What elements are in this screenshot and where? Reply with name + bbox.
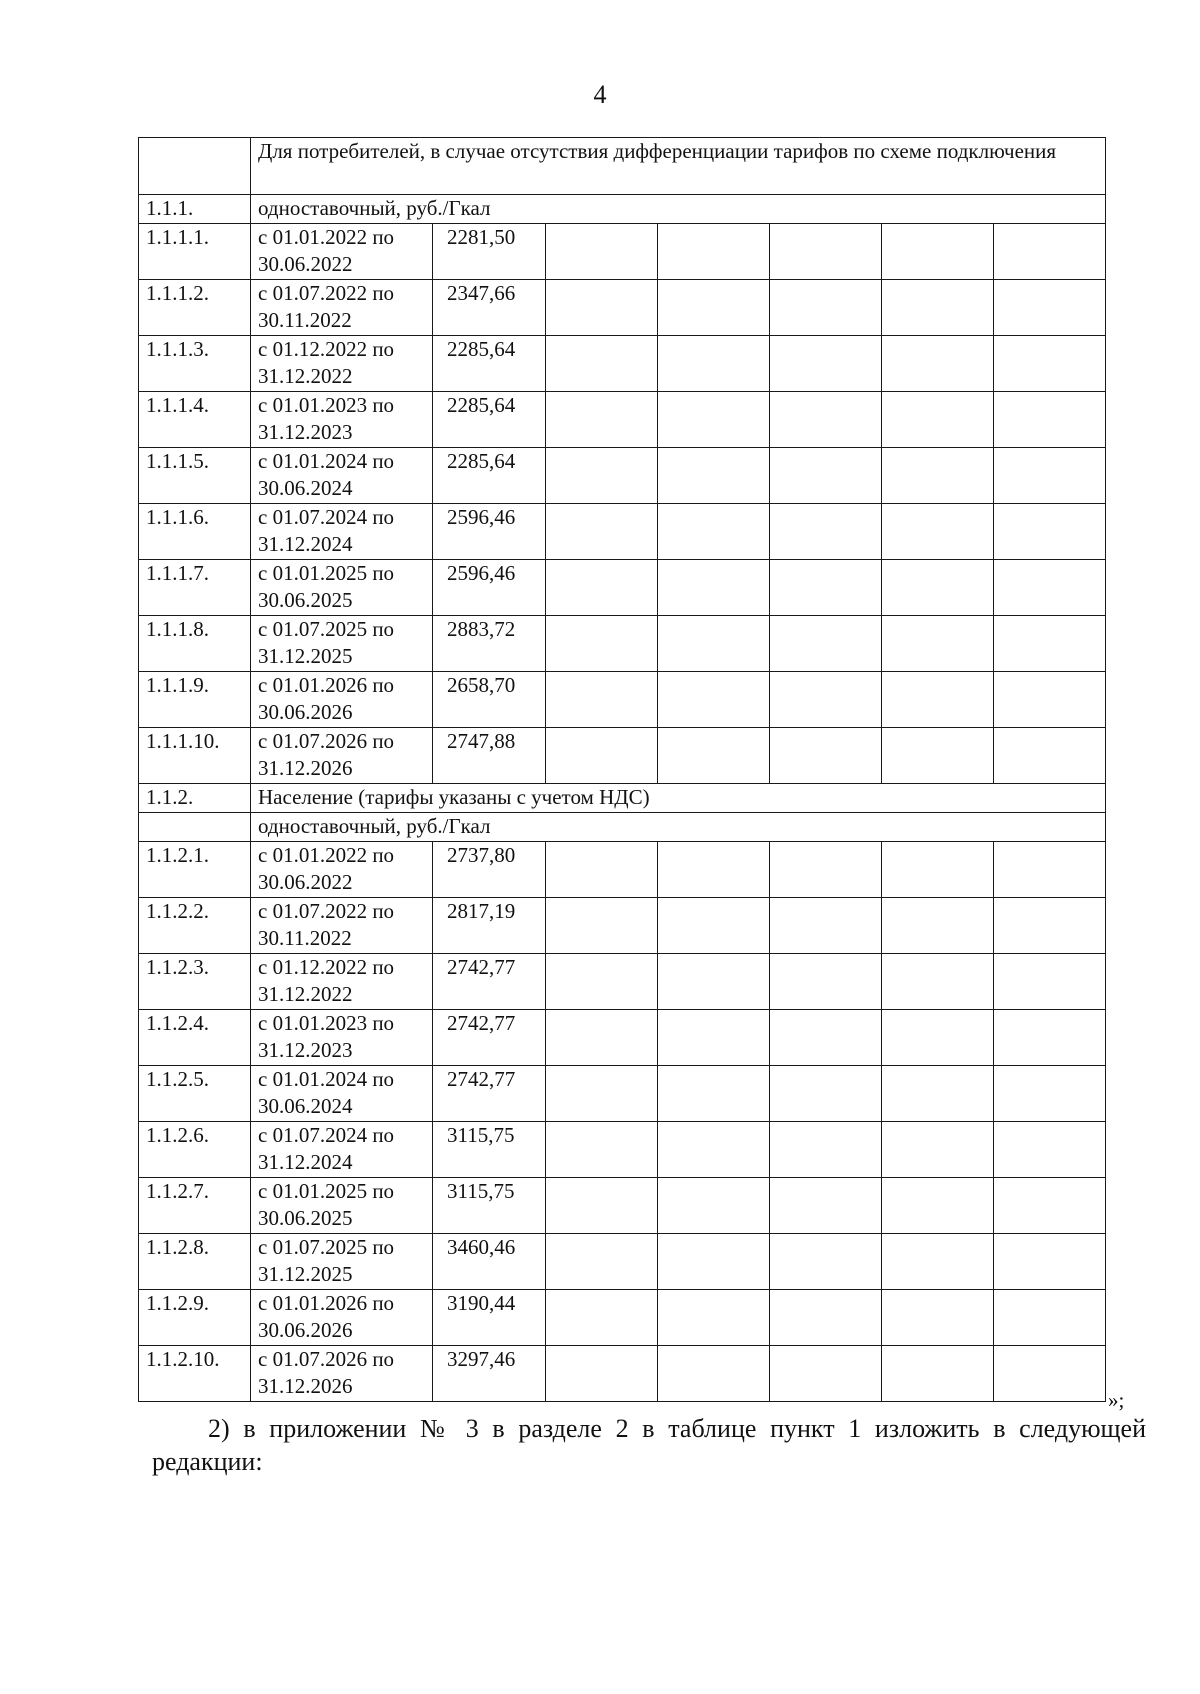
header-code-cell — [139, 138, 251, 195]
table-row — [139, 898, 1106, 954]
section-title-cell: одноставочный, руб./Гкал — [251, 195, 1106, 224]
row-empty-cell — [546, 898, 658, 954]
row-code-cell: 1.1.2.2. — [139, 898, 251, 954]
row-empty-cell — [882, 1010, 994, 1066]
row-empty-cell — [882, 280, 994, 336]
section-subtitle-row — [139, 813, 1106, 842]
row-period-cell: с 01.01.2025 по 30.06.2025 — [251, 560, 433, 616]
row-empty-cell — [546, 842, 658, 898]
row-empty-cell — [546, 672, 658, 728]
row-empty-cell — [882, 560, 994, 616]
row-empty-cell — [546, 392, 658, 448]
row-empty-cell — [882, 336, 994, 392]
row-empty-cell — [994, 1066, 1106, 1122]
table-header-row — [139, 138, 1106, 195]
row-empty-cell — [882, 898, 994, 954]
row-period-cell: с 01.01.2022 по 30.06.2022 — [251, 224, 433, 280]
row-period-cell: с 01.01.2023 по 31.12.2023 — [251, 1010, 433, 1066]
row-period-cell: с 01.07.2025 по 31.12.2025 — [251, 616, 433, 672]
row-value-cell: 2285,64 — [433, 448, 546, 504]
row-empty-cell — [546, 954, 658, 1010]
row-empty-cell — [882, 1066, 994, 1122]
table-row — [139, 1010, 1106, 1066]
row-empty-cell — [546, 616, 658, 672]
row-period-cell: с 01.07.2025 по 31.12.2025 — [251, 1234, 433, 1290]
row-empty-cell — [658, 842, 770, 898]
row-value-cell: 3460,46 — [433, 1234, 546, 1290]
row-empty-cell — [658, 560, 770, 616]
closing-quote-mark: »; — [1108, 1388, 1125, 1412]
row-period-cell: с 01.07.2026 по 31.12.2026 — [251, 1346, 433, 1402]
row-empty-cell — [770, 898, 882, 954]
table-row — [139, 336, 1106, 392]
row-code-cell: 1.1.2.4. — [139, 1010, 251, 1066]
row-empty-cell — [546, 728, 658, 784]
row-empty-cell — [882, 954, 994, 1010]
row-empty-cell — [658, 1122, 770, 1178]
row-empty-cell — [658, 280, 770, 336]
row-empty-cell — [658, 1178, 770, 1234]
row-value-cell: 2658,70 — [433, 672, 546, 728]
row-code-cell: 1.1.2.1. — [139, 842, 251, 898]
row-empty-cell — [994, 504, 1106, 560]
table-row — [139, 448, 1106, 504]
row-value-cell: 3297,46 — [433, 1346, 546, 1402]
table-row — [139, 1290, 1106, 1346]
row-empty-cell — [994, 954, 1106, 1010]
section-subtitle-cell: одноставочный, руб./Гкал — [251, 813, 1106, 842]
row-empty-cell — [546, 1122, 658, 1178]
tariff-table — [138, 137, 1106, 1402]
row-value-cell: 3190,44 — [433, 1290, 546, 1346]
row-period-cell: с 01.07.2026 по 31.12.2026 — [251, 728, 433, 784]
row-code-cell: 1.1.1.10. — [139, 728, 251, 784]
row-value-cell: 2742,77 — [433, 1010, 546, 1066]
row-value-cell: 2742,77 — [433, 1066, 546, 1122]
row-empty-cell — [770, 1122, 882, 1178]
tariff-table-body — [139, 138, 1106, 1402]
table-row — [139, 392, 1106, 448]
table-row — [139, 954, 1106, 1010]
row-empty-cell — [770, 1234, 882, 1290]
row-empty-cell — [770, 672, 882, 728]
row-empty-cell — [658, 954, 770, 1010]
row-empty-cell — [658, 1010, 770, 1066]
row-period-cell: с 01.07.2024 по 31.12.2024 — [251, 1122, 433, 1178]
row-period-cell: с 01.12.2022 по 31.12.2022 — [251, 954, 433, 1010]
row-period-cell: с 01.01.2024 по 30.06.2024 — [251, 1066, 433, 1122]
row-empty-cell — [658, 336, 770, 392]
row-empty-cell — [546, 280, 658, 336]
row-empty-cell — [882, 1122, 994, 1178]
row-empty-cell — [994, 898, 1106, 954]
section-code-cell: 1.1.1. — [139, 195, 251, 224]
row-empty-cell — [770, 1178, 882, 1234]
row-empty-cell — [770, 448, 882, 504]
row-code-cell: 1.1.2.8. — [139, 1234, 251, 1290]
row-empty-cell — [770, 336, 882, 392]
row-empty-cell — [546, 224, 658, 280]
row-empty-cell — [882, 448, 994, 504]
table-row — [139, 728, 1106, 784]
table-row — [139, 842, 1106, 898]
row-empty-cell — [770, 224, 882, 280]
row-empty-cell — [994, 728, 1106, 784]
row-empty-cell — [658, 898, 770, 954]
row-empty-cell — [994, 392, 1106, 448]
row-empty-cell — [658, 728, 770, 784]
row-value-cell: 3115,75 — [433, 1122, 546, 1178]
section-code-cell: 1.1.2. — [139, 784, 251, 813]
row-empty-cell — [882, 224, 994, 280]
row-empty-cell — [994, 224, 1106, 280]
row-empty-cell — [882, 616, 994, 672]
row-empty-cell — [994, 560, 1106, 616]
row-empty-cell — [994, 842, 1106, 898]
row-period-cell: с 01.01.2026 по 30.06.2026 — [251, 1290, 433, 1346]
row-empty-cell — [882, 1178, 994, 1234]
row-empty-cell — [770, 842, 882, 898]
section-title-cell: Население (тарифы указаны с учетом НДС) — [251, 784, 1106, 813]
row-empty-cell — [882, 1290, 994, 1346]
row-code-cell: 1.1.2.5. — [139, 1066, 251, 1122]
table-row — [139, 1122, 1106, 1178]
row-empty-cell — [546, 560, 658, 616]
row-empty-cell — [994, 280, 1106, 336]
table-row — [139, 1178, 1106, 1234]
row-period-cell: с 01.07.2024 по 31.12.2024 — [251, 504, 433, 560]
table-row — [139, 672, 1106, 728]
row-empty-cell — [770, 504, 882, 560]
row-period-cell: с 01.07.2022 по 30.11.2022 — [251, 898, 433, 954]
row-empty-cell — [546, 448, 658, 504]
row-period-cell: с 01.01.2024 по 30.06.2024 — [251, 448, 433, 504]
row-empty-cell — [994, 1290, 1106, 1346]
row-empty-cell — [770, 616, 882, 672]
table-row — [139, 1346, 1106, 1402]
row-code-cell: 1.1.1.2. — [139, 280, 251, 336]
row-code-cell: 1.1.1.5. — [139, 448, 251, 504]
row-empty-cell — [994, 616, 1106, 672]
section-title-row — [139, 195, 1106, 224]
row-code-cell: 1.1.2.3. — [139, 954, 251, 1010]
row-value-cell: 2742,77 — [433, 954, 546, 1010]
row-empty-cell — [770, 1290, 882, 1346]
row-value-cell: 2883,72 — [433, 616, 546, 672]
row-empty-cell — [770, 1010, 882, 1066]
row-empty-cell — [658, 1234, 770, 1290]
row-empty-cell — [882, 1346, 994, 1402]
row-code-cell: 1.1.2.9. — [139, 1290, 251, 1346]
row-code-cell: 1.1.1.1. — [139, 224, 251, 280]
row-value-cell: 2747,88 — [433, 728, 546, 784]
row-empty-cell — [770, 392, 882, 448]
row-empty-cell — [770, 1066, 882, 1122]
row-empty-cell — [994, 1122, 1106, 1178]
row-empty-cell — [770, 1346, 882, 1402]
row-empty-cell — [546, 336, 658, 392]
row-code-cell: 1.1.2.6. — [139, 1122, 251, 1178]
row-value-cell: 2817,19 — [433, 898, 546, 954]
row-empty-cell — [882, 1234, 994, 1290]
row-empty-cell — [546, 1010, 658, 1066]
table-row — [139, 560, 1106, 616]
table-row — [139, 280, 1106, 336]
row-value-cell: 2737,80 — [433, 842, 546, 898]
row-empty-cell — [882, 672, 994, 728]
row-code-cell: 1.1.1.8. — [139, 616, 251, 672]
header-text-cell: Для потребителей, в случае отсутствия дифференциации тарифов по схеме подключения — [251, 138, 1106, 195]
row-empty-cell — [770, 728, 882, 784]
table-row — [139, 224, 1106, 280]
row-value-cell: 2596,46 — [433, 560, 546, 616]
section-title-row — [139, 784, 1106, 813]
row-empty-cell — [994, 1010, 1106, 1066]
row-empty-cell — [546, 1234, 658, 1290]
row-empty-cell — [658, 1290, 770, 1346]
row-empty-cell — [882, 392, 994, 448]
row-empty-cell — [770, 560, 882, 616]
row-empty-cell — [770, 280, 882, 336]
row-code-cell: 1.1.2.7. — [139, 1178, 251, 1234]
row-code-cell: 1.1.1.6. — [139, 504, 251, 560]
row-empty-cell — [658, 672, 770, 728]
row-empty-cell — [994, 448, 1106, 504]
row-code-cell: 1.1.2.10. — [139, 1346, 251, 1402]
row-empty-cell — [546, 504, 658, 560]
row-period-cell: с 01.01.2026 по 30.06.2026 — [251, 672, 433, 728]
row-period-cell: с 01.12.2022 по 31.12.2022 — [251, 336, 433, 392]
row-value-cell: 2285,64 — [433, 392, 546, 448]
row-empty-cell — [994, 1346, 1106, 1402]
row-period-cell: с 01.01.2025 по 30.06.2025 — [251, 1178, 433, 1234]
row-empty-cell — [546, 1066, 658, 1122]
row-empty-cell — [546, 1346, 658, 1402]
row-value-cell: 2347,66 — [433, 280, 546, 336]
row-empty-cell — [658, 504, 770, 560]
row-empty-cell — [658, 616, 770, 672]
row-empty-cell — [994, 1178, 1106, 1234]
row-value-cell: 3115,75 — [433, 1178, 546, 1234]
row-empty-cell — [994, 1234, 1106, 1290]
row-empty-cell — [994, 672, 1106, 728]
row-empty-cell — [658, 1346, 770, 1402]
row-empty-cell — [882, 842, 994, 898]
row-empty-cell — [658, 224, 770, 280]
instruction-paragraph: 2) в приложении № 3 в разделе 2 в таблице пункт 1 изложить в следующей редакции: — [152, 1414, 1146, 1476]
row-value-cell: 2596,46 — [433, 504, 546, 560]
row-code-cell: 1.1.1.9. — [139, 672, 251, 728]
row-period-cell: с 01.01.2023 по 31.12.2023 — [251, 392, 433, 448]
row-empty-cell — [770, 954, 882, 1010]
row-empty-cell — [882, 728, 994, 784]
row-code-cell: 1.1.1.3. — [139, 336, 251, 392]
section-subtitle-code-cell — [139, 813, 251, 842]
row-empty-cell — [658, 392, 770, 448]
table-row — [139, 1234, 1106, 1290]
row-period-cell: с 01.01.2022 по 30.06.2022 — [251, 842, 433, 898]
row-empty-cell — [546, 1290, 658, 1346]
row-period-cell: с 01.07.2022 по 30.11.2022 — [251, 280, 433, 336]
row-code-cell: 1.1.1.7. — [139, 560, 251, 616]
row-empty-cell — [994, 336, 1106, 392]
row-empty-cell — [658, 1066, 770, 1122]
table-row — [139, 504, 1106, 560]
row-value-cell: 2285,64 — [433, 336, 546, 392]
table-row — [139, 616, 1106, 672]
row-empty-cell — [658, 448, 770, 504]
row-empty-cell — [546, 1178, 658, 1234]
row-value-cell: 2281,50 — [433, 224, 546, 280]
row-code-cell: 1.1.1.4. — [139, 392, 251, 448]
table-row — [139, 1066, 1106, 1122]
page-number: 4 — [593, 80, 607, 109]
row-empty-cell — [882, 504, 994, 560]
